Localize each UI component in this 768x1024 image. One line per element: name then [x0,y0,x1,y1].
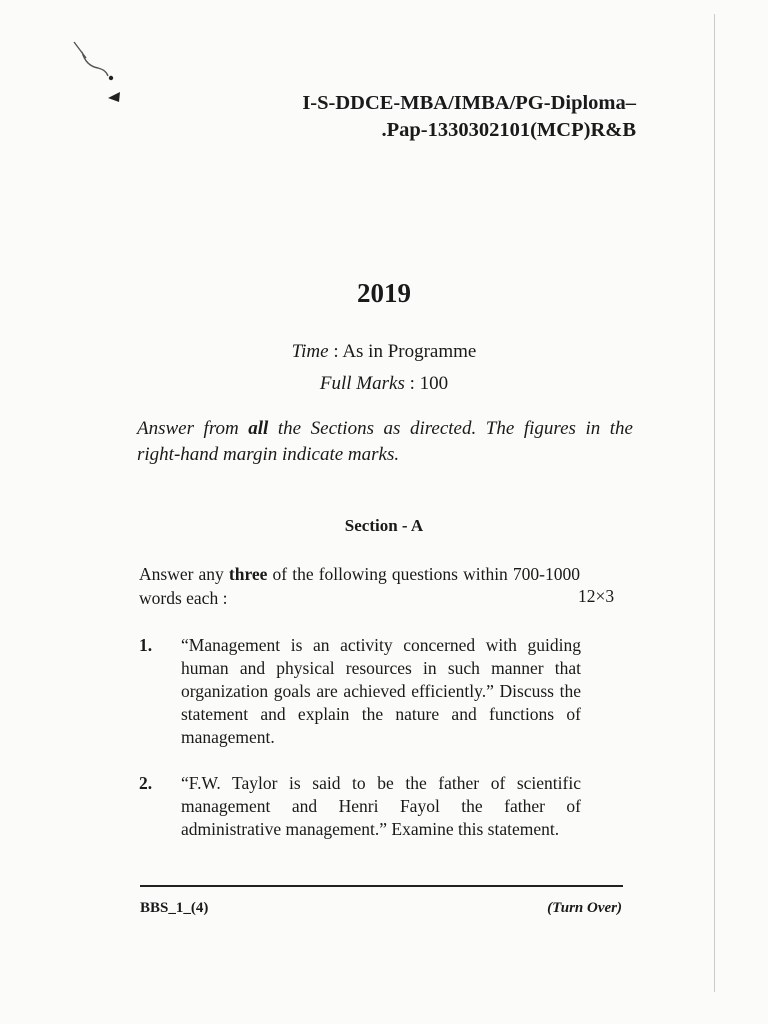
paper-code-line-2: .Pap-1330302101(MCP)R&B [381,119,636,141]
footer-code: BBS_1_(4) [140,900,209,916]
time-label: Time [291,341,329,362]
question-item [139,772,581,872]
time-value: As in Programme [342,341,477,362]
full-marks-info [0,373,768,395]
section-title: Section - A [344,516,424,535]
instructions-part-2: the Sections as directed. The figures in the right-hand margin indicate marks. [137,418,633,465]
question-item [139,634,581,754]
full-marks-value: 100 [419,373,449,394]
instructions-part-1: Answer from [137,418,249,439]
section-marks: 12×3 [578,586,615,606]
page-edge-line [714,14,715,992]
section-intro [139,562,580,610]
time-info [0,341,768,363]
paper-code-line-1: I-S-DDCE-MBA/IMBA/PG-Diploma– [302,92,636,114]
instructions-emphasis: all [248,418,269,439]
full-marks-label: Full Marks [319,373,405,394]
section-intro-part-1: Answer any [139,564,229,584]
question-number: 1. [139,635,153,655]
turn-over-note: (Turn Over) [547,900,622,916]
pen-mark-icon [72,40,132,110]
question-number: 2. [139,773,153,793]
question-text: “Management is an activity concerned with guiding human and physical resources in such manner that organization goals are achieved efficiently.” Discuss the statement and explain the nature and functions of management. [181,635,581,747]
exam-year: 2019 [357,278,411,308]
section-intro-emphasis: three [228,564,268,584]
full-marks-separator: : [409,373,415,394]
question-text: “F.W. Taylor is said to be the father of scientific management and Henri Fayol the father of administrative management.” Examine this statement. [181,773,581,839]
footer-divider [140,885,623,887]
section-intro-part-2: of the following questions within 700-1000 words each : [139,564,580,608]
time-separator: : [333,341,339,362]
general-instructions [137,416,633,468]
